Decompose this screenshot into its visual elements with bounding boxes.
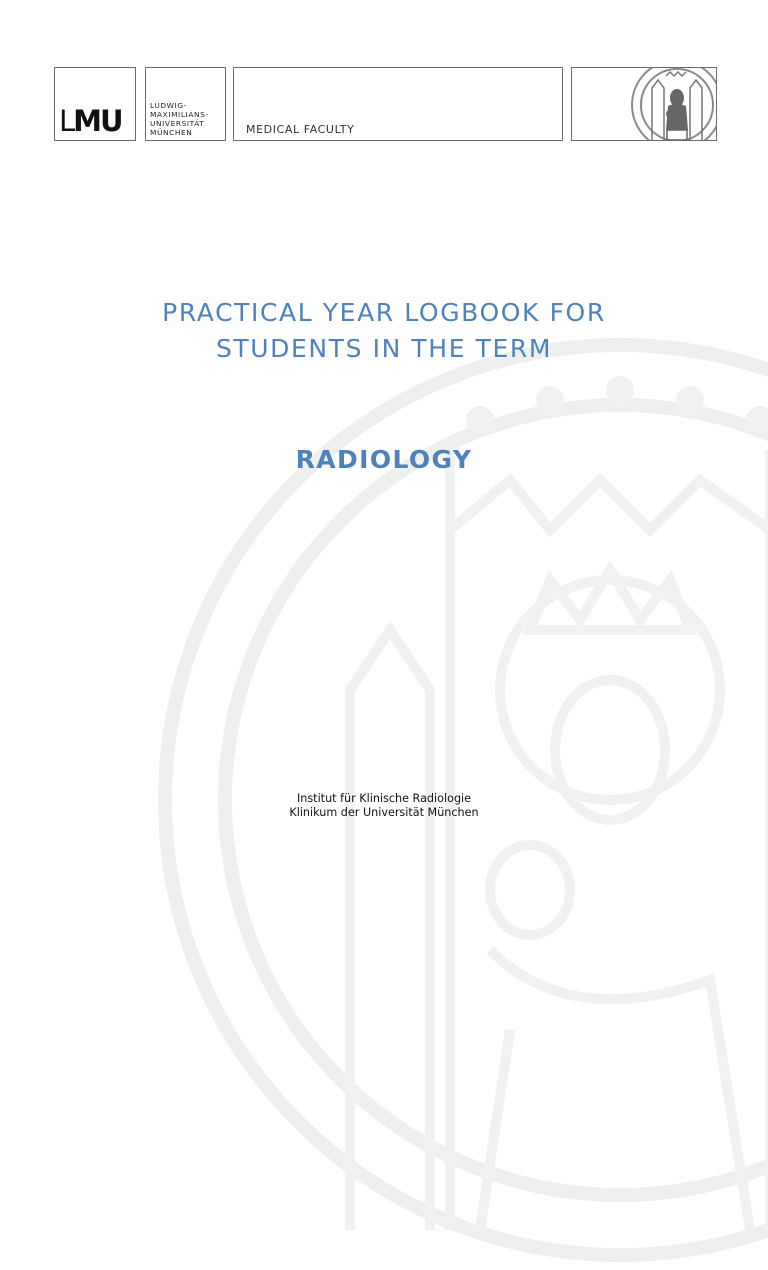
logo-letters-mu: MU xyxy=(73,104,122,138)
university-name-box xyxy=(145,67,226,141)
seal-box xyxy=(571,67,717,141)
university-seal-icon xyxy=(572,68,717,141)
faculty-label: MEDICAL FACULTY xyxy=(246,123,355,136)
faculty-box xyxy=(233,67,563,141)
institute-info: Institut für Klinische Radiologie Klinikum der Universität München xyxy=(289,792,479,819)
logo-letter-l: L xyxy=(59,104,74,138)
lmu-logo xyxy=(54,67,136,141)
document-title: PRACTICAL YEAR LOGBOOK FOR STUDENTS IN THE TERM xyxy=(162,298,606,363)
subject-heading: RADIOLOGY xyxy=(295,445,473,474)
university-name: LUDWIG- MAXIMILIANS- UNIVERSITÄT MÜNCHEN xyxy=(150,101,209,137)
